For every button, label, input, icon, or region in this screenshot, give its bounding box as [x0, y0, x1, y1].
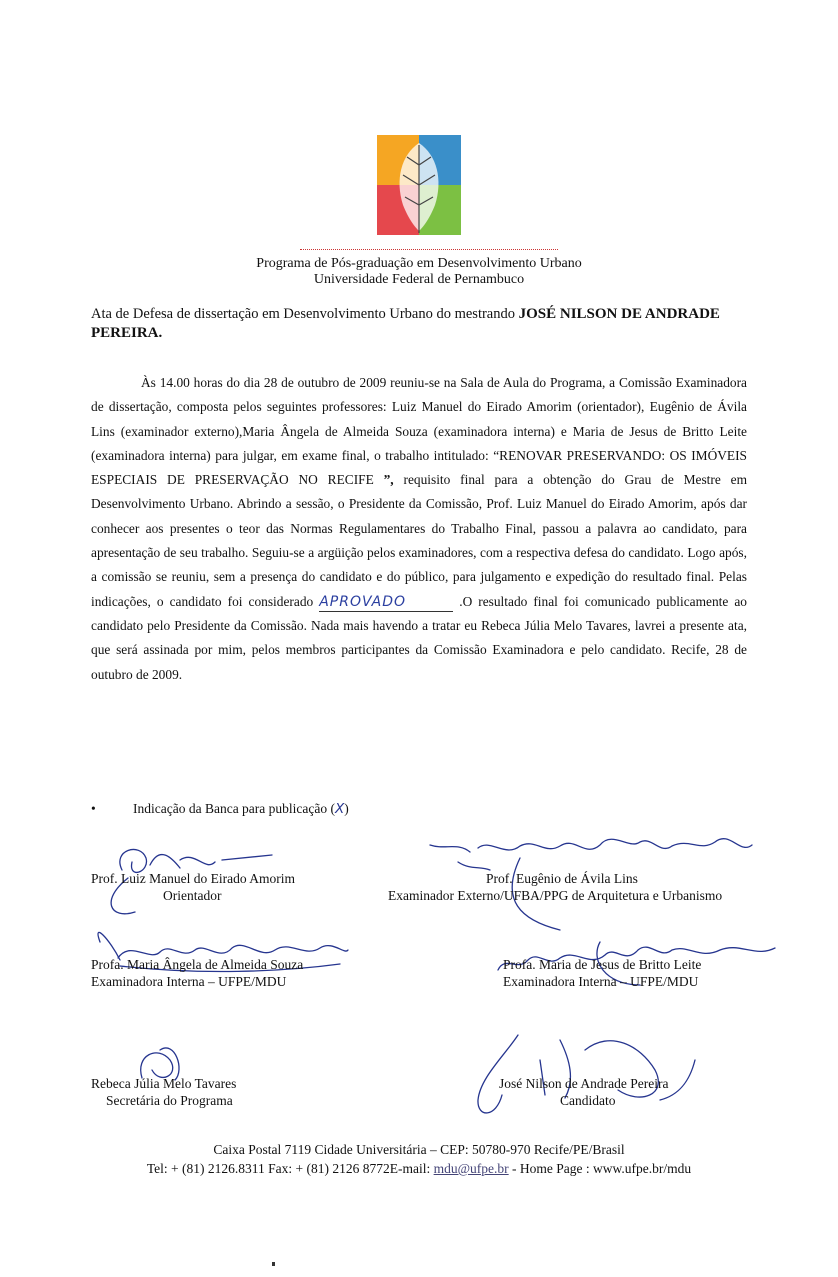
- handwritten-result: APROVADO: [319, 593, 453, 612]
- body-part-2: requisito final para a obtenção do Grau de Mestre em Desenvolvimento Urbano. Abrindo a sessão, o Presidente da Comissão, Prof. Luiz Manuel do Eirado Amorim, após dar conhecer aos presentes o teor das Normas Regulamentares do Trabalho Final, passou a palavra ao candidato, para apresentação de seu trabalho. Seguiu-se a argüição pelos examinadores, com a respectiva defesa do candidato. Logo após, a comissão se reuniu, sem a presença do candidato e do público, para julgamento e expedição do resultado final. Pelas indicações, o candidato foi considerado: [91, 472, 747, 609]
- signatory-role: Examinador Externo/UFBA/PPG de Arquitetura e Urbanismo: [388, 888, 723, 903]
- ata-title: [91, 305, 751, 343]
- signatory-role: Candidato: [560, 1093, 616, 1108]
- signatory-name: Prof. Luiz Manuel do Eirado Amorim: [91, 871, 295, 886]
- footer-phone: Tel: + (81) 2126.8311 Fax: + (81) 2126 8772E-mail:: [146, 1161, 434, 1176]
- footer-address: [0, 1141, 838, 1158]
- signature-block-souza: [91, 956, 303, 990]
- header-divider: [300, 249, 558, 250]
- university-name: Universidade Federal de Pernambuco: [313, 272, 525, 287]
- signatory-name: Profa. Maria Ângela de Almeida Souza: [91, 957, 304, 972]
- signatory-name: José Nilson de Andrade Pereira: [499, 1076, 669, 1091]
- signature-block-tavares: [91, 1075, 236, 1109]
- signature-block-lins: [388, 870, 768, 904]
- scan-mark: [272, 1262, 275, 1266]
- footer-contact: [0, 1160, 838, 1177]
- signatory-name: Rebeca Júlia Melo Tavares: [91, 1076, 237, 1091]
- body-part-1: Às 14.00 horas do dia 28 de outubro de 2009 reuniu-se na Sala de Aula do Programa, a Comissão Examinadora de dissertação, composta pelos seguintes professores: Luiz Manuel do Eirado Amorim (orientador), Eugênio de Ávila Lins (examinador externo),Maria Ângela de Almeida Souza (examinadora interna) e Maria de Jesus de Britto Leite (examinadora interna) para julgar, em exame final, o trabalho intitulado: “RENOVAR PRESERVANDO: OS IMÓVEIS ESPECIAIS DE PRESERVAÇÃO NO RECIFE: [91, 375, 747, 488]
- header-block: [0, 256, 838, 288]
- footer-line-1: Caixa Postal 7119 Cidade Universitária – CEP: 50780-970 Recife/PE/Brasil: [213, 1142, 625, 1157]
- program-name: Programa de Pós-graduação em Desenvolvimento Urbano: [256, 256, 582, 271]
- body-part-3: .O resultado final foi comunicado publicamente ao candidato pelo Presidente da Comissão. Nada mais havendo a tratar eu Rebeca Júlia Melo Tavares, lavrei a presente ata, que será assinada por mim, pelos membros participantes da Comissão Examinadora e pelo candidato. Recife, 28 de outubro de 2009.: [91, 593, 747, 682]
- publication-close: ): [344, 801, 349, 816]
- minutes-body: [91, 371, 747, 687]
- publication-text: Indicação da Banca para publicação (: [133, 801, 336, 816]
- signatory-name: Profa. Maria de Jesus de Britto Leite: [503, 957, 702, 972]
- candidate-name-caps: JOSÉ NILSON DE ANDRADE PEREIRA.: [91, 306, 720, 341]
- signature-block-pereira: [499, 1075, 668, 1109]
- signature-block-britto: [503, 956, 701, 990]
- ata-prefix: Ata de Defesa de dissertação em Desenvolvimento Urbano do mestrando: [91, 306, 519, 322]
- signature-block-amorim: [91, 870, 295, 904]
- signatory-role: Examinadora Interna – UFPE/MDU: [503, 974, 699, 989]
- body-bold-quote: ”,: [383, 472, 394, 488]
- signatory-name: Prof. Eugênio de Ávila Lins: [486, 871, 638, 886]
- signatory-role: Secretária do Programa: [106, 1093, 233, 1108]
- publication-mark: X: [335, 801, 345, 817]
- footer-homepage: - Home Page : www.ufpe.br/mdu: [508, 1161, 692, 1176]
- signatory-role: Examinadora Interna – UFPE/MDU: [91, 974, 287, 989]
- publication-indication: [91, 801, 349, 817]
- bullet-dot: •: [91, 801, 96, 816]
- email-link[interactable]: mdu@ufpe.br: [433, 1161, 509, 1176]
- program-logo: [377, 135, 461, 235]
- signatory-role: Orientador: [163, 888, 222, 903]
